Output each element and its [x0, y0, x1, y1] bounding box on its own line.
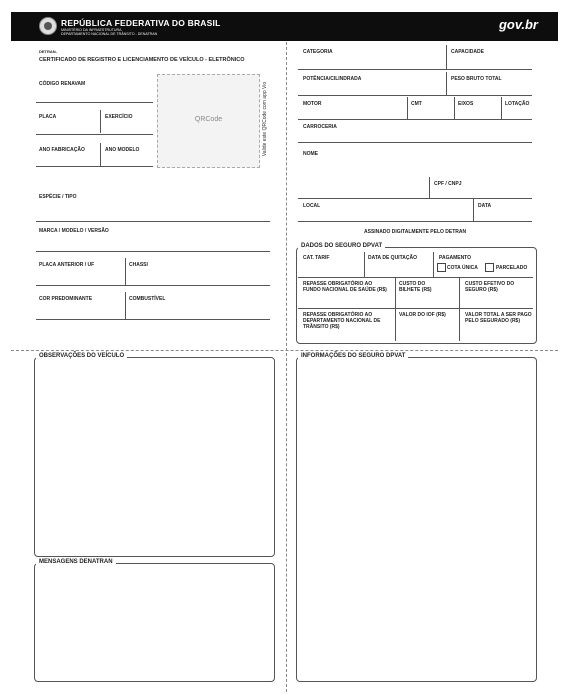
- pagamento-label: PAGAMENTO: [439, 255, 472, 261]
- divider: [100, 110, 101, 133]
- chassi-label: CHASSI: [129, 262, 148, 268]
- local-label: LOCAL: [303, 203, 321, 209]
- valor-iof-label: VALOR DO IOF (R$): [399, 312, 446, 318]
- divider: [298, 198, 532, 199]
- qrcode-label: QRCode: [194, 116, 223, 123]
- cpf-cnpj-label: CPF / CNPJ: [434, 181, 462, 187]
- divider: [36, 319, 270, 320]
- divider: [454, 97, 455, 119]
- header-bar: [11, 12, 558, 41]
- divider: [36, 285, 270, 286]
- divider: [501, 97, 502, 119]
- data-label: DATA: [478, 203, 492, 209]
- header-title: REPÚBLICA FEDERATIVA DO BRASIL: [61, 18, 221, 28]
- lotacao-label: LOTAÇÃO: [505, 101, 530, 107]
- especie-tipo-label: ESPÉCIE / TIPO: [39, 194, 77, 200]
- combustivel-label: COMBUSTÍVEL: [129, 296, 166, 302]
- ano-modelo-label: ANO MODELO: [105, 147, 140, 153]
- divider: [125, 258, 126, 285]
- assinado-label: ASSINADO DIGITALMENTE PELO DETRAN: [364, 229, 467, 235]
- divider: [36, 221, 270, 222]
- document-title: CERTIFICADO DE REGISTRO E LICENCIAMENTO DE VEÍCULO - ELETRÔNICO: [39, 57, 245, 63]
- divider: [446, 45, 447, 69]
- cat-tarif-label: CAT. TARIF: [303, 255, 330, 261]
- divider: [298, 308, 533, 309]
- divider: [459, 278, 460, 341]
- capacidade-label: CAPACIDADE: [451, 49, 484, 55]
- potencia-label: POTÊNCIA/CILINDRADA: [303, 76, 362, 82]
- mensagens-title: MENSAGENS DENATRAN: [36, 559, 116, 565]
- data-quitacao-label: DATA DE QUITAÇÃO: [368, 255, 417, 261]
- ano-fabricacao-label: ANO FABRICAÇÃO: [39, 147, 85, 153]
- divider: [36, 166, 153, 167]
- qrcode-validation-text: Valide este QRCode com app Vio: [262, 81, 268, 157]
- cmt-label: CMT: [411, 101, 422, 107]
- peso-bruto-label: PESO BRUTO TOTAL: [451, 76, 502, 82]
- divider: [125, 292, 126, 319]
- divider: [100, 143, 101, 166]
- divider: [298, 119, 532, 120]
- categoria-label: CATEGORIA: [303, 49, 333, 55]
- nome-label: NOME: [303, 151, 318, 157]
- divider: [446, 72, 447, 95]
- motor-label: MOTOR: [303, 101, 322, 107]
- placa-label: PLACA: [39, 114, 57, 120]
- divider: [298, 277, 533, 278]
- dpvat-title: DADOS DO SEGURO DPVAT: [298, 243, 385, 249]
- divider: [36, 102, 153, 103]
- divider: [407, 97, 408, 119]
- cota-unica-checkbox[interactable]: [437, 263, 446, 272]
- header-subtitle: MINISTÉRIO DA INFRAESTRUTURA DEPARTAMENTO NACIONAL DE TRÂNSITO - DENATRAN: [61, 28, 158, 37]
- codigo-renavam-label: CÓDIGO RENAVAM: [39, 81, 86, 87]
- custo-bilhete-label: CUSTO DO BILHETE (R$): [399, 281, 432, 293]
- divider: [36, 134, 153, 135]
- informacoes-dpvat-title: INFORMAÇÕES DO SEGURO DPVAT: [298, 353, 408, 359]
- placa-anterior-label: PLACA ANTERIOR / UF: [39, 262, 95, 268]
- eixos-label: EIXOS: [458, 101, 474, 107]
- divider: [429, 177, 430, 198]
- divider: [395, 278, 396, 341]
- cor-predominante-label: COR PREDOMINANTE: [39, 296, 93, 302]
- agency-label: DETRAN-: [39, 49, 57, 54]
- exercicio-label: EXERCÍCIO: [105, 114, 133, 120]
- divider: [298, 142, 532, 143]
- repasse-fns-label: REPASSE OBRIGATÓRIO AO FUNDO NACIONAL DE SAÚDE (R$): [303, 281, 387, 293]
- custo-efetivo-label: CUSTO EFETIVO DO SEGURO (R$): [465, 281, 515, 293]
- divider: [298, 221, 532, 222]
- divider: [298, 95, 532, 96]
- carroceria-label: CARROCERIA: [303, 124, 337, 130]
- repasse-denatran-label: REPASSE OBRIGATÓRIO AO DEPARTAMENTO NACIONAL DE TRÂNSITO (R$): [303, 312, 381, 330]
- govbr-logo: gov.br: [498, 17, 538, 32]
- observacoes-title: OBSERVAÇÕES DO VEÍCULO: [36, 353, 127, 359]
- informacoes-dpvat-box: [296, 357, 537, 682]
- horizontal-cut-line: [11, 350, 558, 351]
- divider: [473, 199, 474, 221]
- divider: [298, 69, 532, 70]
- divider: [433, 252, 434, 277]
- valor-total-label: VALOR TOTAL A SER PAGO PELO SEGURADO (R$): [465, 312, 532, 324]
- mensagens-box: [34, 563, 275, 682]
- cota-unica-label: COTA ÚNICA: [447, 265, 478, 271]
- parcelado-checkbox[interactable]: [485, 263, 494, 272]
- divider: [36, 251, 270, 252]
- parcelado-label: PARCELADO: [496, 265, 528, 271]
- marca-modelo-label: MARCA / MODELO / VERSÃO: [39, 228, 109, 234]
- divider: [364, 252, 365, 277]
- qrcode-placeholder: [157, 74, 260, 168]
- vertical-cut-line: [286, 42, 287, 692]
- brasil-coat-of-arms-icon: [39, 17, 57, 35]
- observacoes-box: [34, 357, 275, 557]
